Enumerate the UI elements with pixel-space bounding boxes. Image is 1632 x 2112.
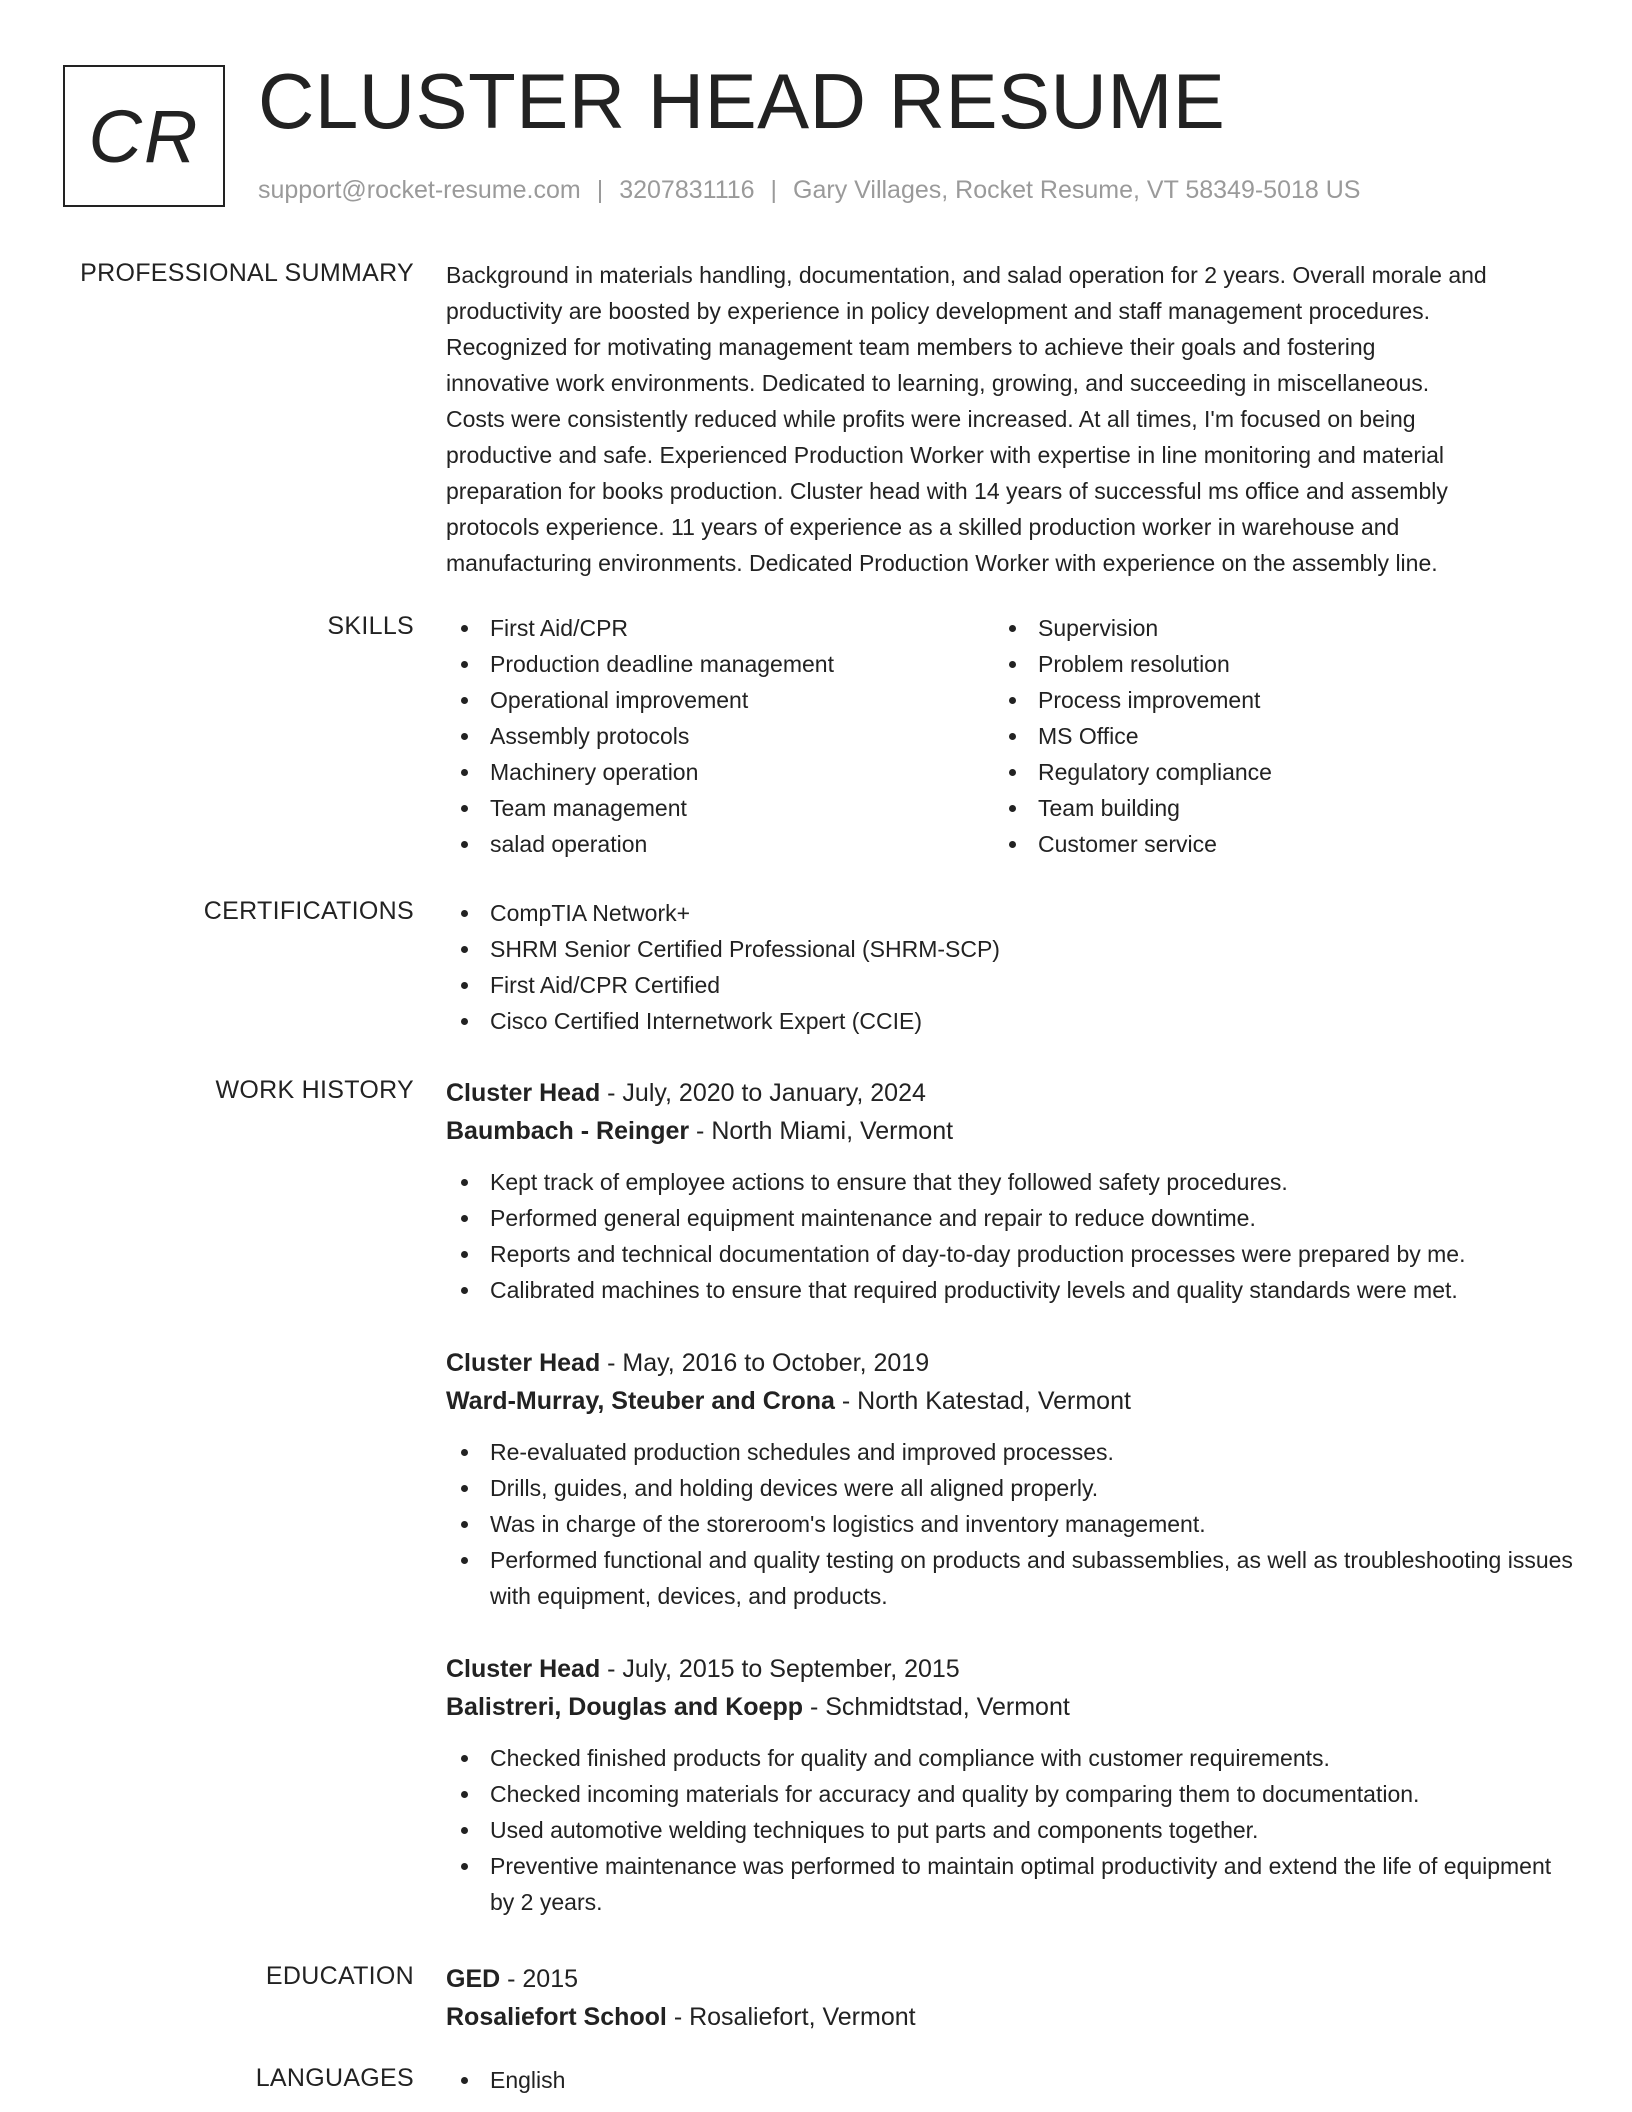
skills-heading: SKILLS [327, 612, 414, 640]
skill-item: Machinery operation [446, 754, 994, 790]
job-entry [446, 1074, 1576, 1308]
duty-item: Checked incoming materials for accuracy and quality by comparing them to documentation. [446, 1776, 1576, 1812]
summary-line: manufacturing environments. Dedicated Production Worker with experience on the assembly line. [446, 550, 1438, 576]
job-company: Balistreri, Douglas and Koepp [446, 1693, 804, 1721]
skill-item: Team management [446, 790, 994, 826]
duty-item: Checked finished products for quality and compliance with customer requirements. [446, 1740, 1576, 1776]
job-company-line [446, 1382, 1576, 1420]
skill-item: Process improvement [994, 682, 1542, 718]
resume-title: CLUSTER HEAD RESUME [258, 57, 1226, 145]
summary-line: productivity are boosted by experience in policy development and staff management procedures. [446, 298, 1431, 324]
certifications-heading: CERTIFICATIONS [203, 897, 414, 925]
job-company-line [446, 1688, 1576, 1726]
duty-item: Reports and technical documentation of day-to-day production processes were prepared by me. [446, 1236, 1576, 1272]
duty-item: Drills, guides, and holding devices were all aligned properly. [446, 1470, 1576, 1506]
skill-item: Supervision [994, 610, 1542, 646]
duty-item: Re-evaluated production schedules and improved processes. [446, 1434, 1576, 1470]
education-entry [446, 1960, 1576, 2036]
job-company: Baumbach - Reinger [446, 1117, 690, 1145]
school-location: - Rosaliefort, Vermont [666, 2003, 916, 2031]
degree-year: - 2015 [500, 1965, 579, 1993]
job-company: Ward-Murray, Steuber and Crona [446, 1387, 835, 1415]
skill-item: MS Office [994, 718, 1542, 754]
school-line [446, 1998, 1576, 2036]
summary-heading: PROFESSIONAL SUMMARY [80, 259, 414, 287]
summary-line: Costs were consistently reduced while profits were increased. At all times, I'm focused on being [446, 406, 1416, 432]
certification-item: CompTIA Network+ [446, 895, 1576, 931]
job-title-line [446, 1344, 1576, 1382]
skills-list [446, 610, 1576, 862]
skill-item: Assembly protocols [446, 718, 994, 754]
summary-line: Background in materials handling, documentation, and salad operation for 2 years. Overall morale and [446, 262, 1487, 288]
job-location: - North Katestad, Vermont [834, 1387, 1131, 1415]
skill-item: Regulatory compliance [994, 754, 1542, 790]
certification-item: SHRM Senior Certified Professional (SHRM-SCP) [446, 931, 1576, 967]
job-dates: - July, 2020 to January, 2024 [600, 1079, 926, 1107]
job-entry [446, 1344, 1576, 1614]
job-entry [446, 1650, 1576, 1920]
job-title-line [446, 1074, 1576, 1112]
work-history-heading: WORK HISTORY [215, 1076, 414, 1104]
duty-item: Used automotive welding techniques to put parts and components together. [446, 1812, 1576, 1848]
job-duties [446, 1164, 1576, 1308]
job-dates: - May, 2016 to October, 2019 [600, 1349, 930, 1377]
skills-column-left [446, 610, 994, 862]
duty-item: Calibrated machines to ensure that required productivity levels and quality standards were met. [446, 1272, 1576, 1308]
job-duties [446, 1434, 1576, 1614]
duty-item: Performed general equipment maintenance and repair to reduce downtime. [446, 1200, 1576, 1236]
skill-item: Problem resolution [994, 646, 1542, 682]
degree: GED [446, 1965, 501, 1993]
language-item: English [446, 2062, 1576, 2098]
job-title: Cluster Head [446, 1349, 601, 1377]
duty-item: Was in charge of the storeroom's logistics and inventory management. [446, 1506, 1576, 1542]
education-heading: EDUCATION [265, 1962, 414, 1990]
monogram-badge: CR [63, 65, 225, 207]
skill-item: Customer service [994, 826, 1542, 862]
email-text: support@rocket-resume.com [258, 176, 581, 204]
skills-column-right [994, 610, 1542, 862]
job-title-line [446, 1650, 1576, 1688]
separator: | [770, 176, 778, 204]
job-title: Cluster Head [446, 1655, 601, 1683]
languages-list [446, 2062, 1576, 2098]
summary-line: innovative work environments. Dedicated to learning, growing, and succeeding in miscellaneous. [446, 370, 1430, 396]
skill-item: Production deadline management [446, 646, 994, 682]
degree-line [446, 1960, 1576, 1998]
certification-item: First Aid/CPR Certified [446, 967, 1576, 1003]
skill-item: Operational improvement [446, 682, 994, 718]
job-location: - North Miami, Vermont [689, 1117, 954, 1145]
address-text: Gary Villages, Rocket Resume, VT 58349-5018 US [793, 176, 1361, 204]
duty-item: Performed functional and quality testing on products and subassemblies, as well as troubleshooting issues with equipment, devices, and products. [446, 1542, 1576, 1614]
job-location: - Schmidtstad, Vermont [803, 1693, 1070, 1721]
skill-item: Team building [994, 790, 1542, 826]
summary-line: protocols experience. 11 years of experience as a skilled production worker in warehouse and [446, 514, 1400, 540]
job-company-line [446, 1112, 1576, 1150]
skill-item: salad operation [446, 826, 994, 862]
summary-line: Recognized for motivating management team members to achieve their goals and fostering [446, 334, 1376, 360]
duty-item: Kept track of employee actions to ensure that they followed safety procedures. [446, 1164, 1576, 1200]
skill-item: First Aid/CPR [446, 610, 994, 646]
certifications-list [446, 895, 1576, 1039]
job-duties [446, 1740, 1576, 1920]
languages-heading: LANGUAGES [255, 2064, 414, 2092]
school-name: Rosaliefort School [446, 2003, 667, 2031]
phone-text: 3207831116 [619, 176, 755, 204]
certification-item: Cisco Certified Internetwork Expert (CCIE) [446, 1003, 1576, 1039]
job-title: Cluster Head [446, 1079, 601, 1107]
summary-text [446, 257, 1576, 581]
contact-line [258, 176, 1360, 205]
summary-line: preparation for books production. Cluster head with 14 years of successful ms office and assembly [446, 478, 1448, 504]
summary-line: productive and safe. Experienced Production Worker with expertise in line monitoring and material [446, 442, 1445, 468]
duty-item: Preventive maintenance was performed to maintain optimal productivity and extend the life of equipment by 2 years. [446, 1848, 1576, 1920]
job-dates: - July, 2015 to September, 2015 [600, 1655, 960, 1683]
separator: | [596, 176, 604, 204]
